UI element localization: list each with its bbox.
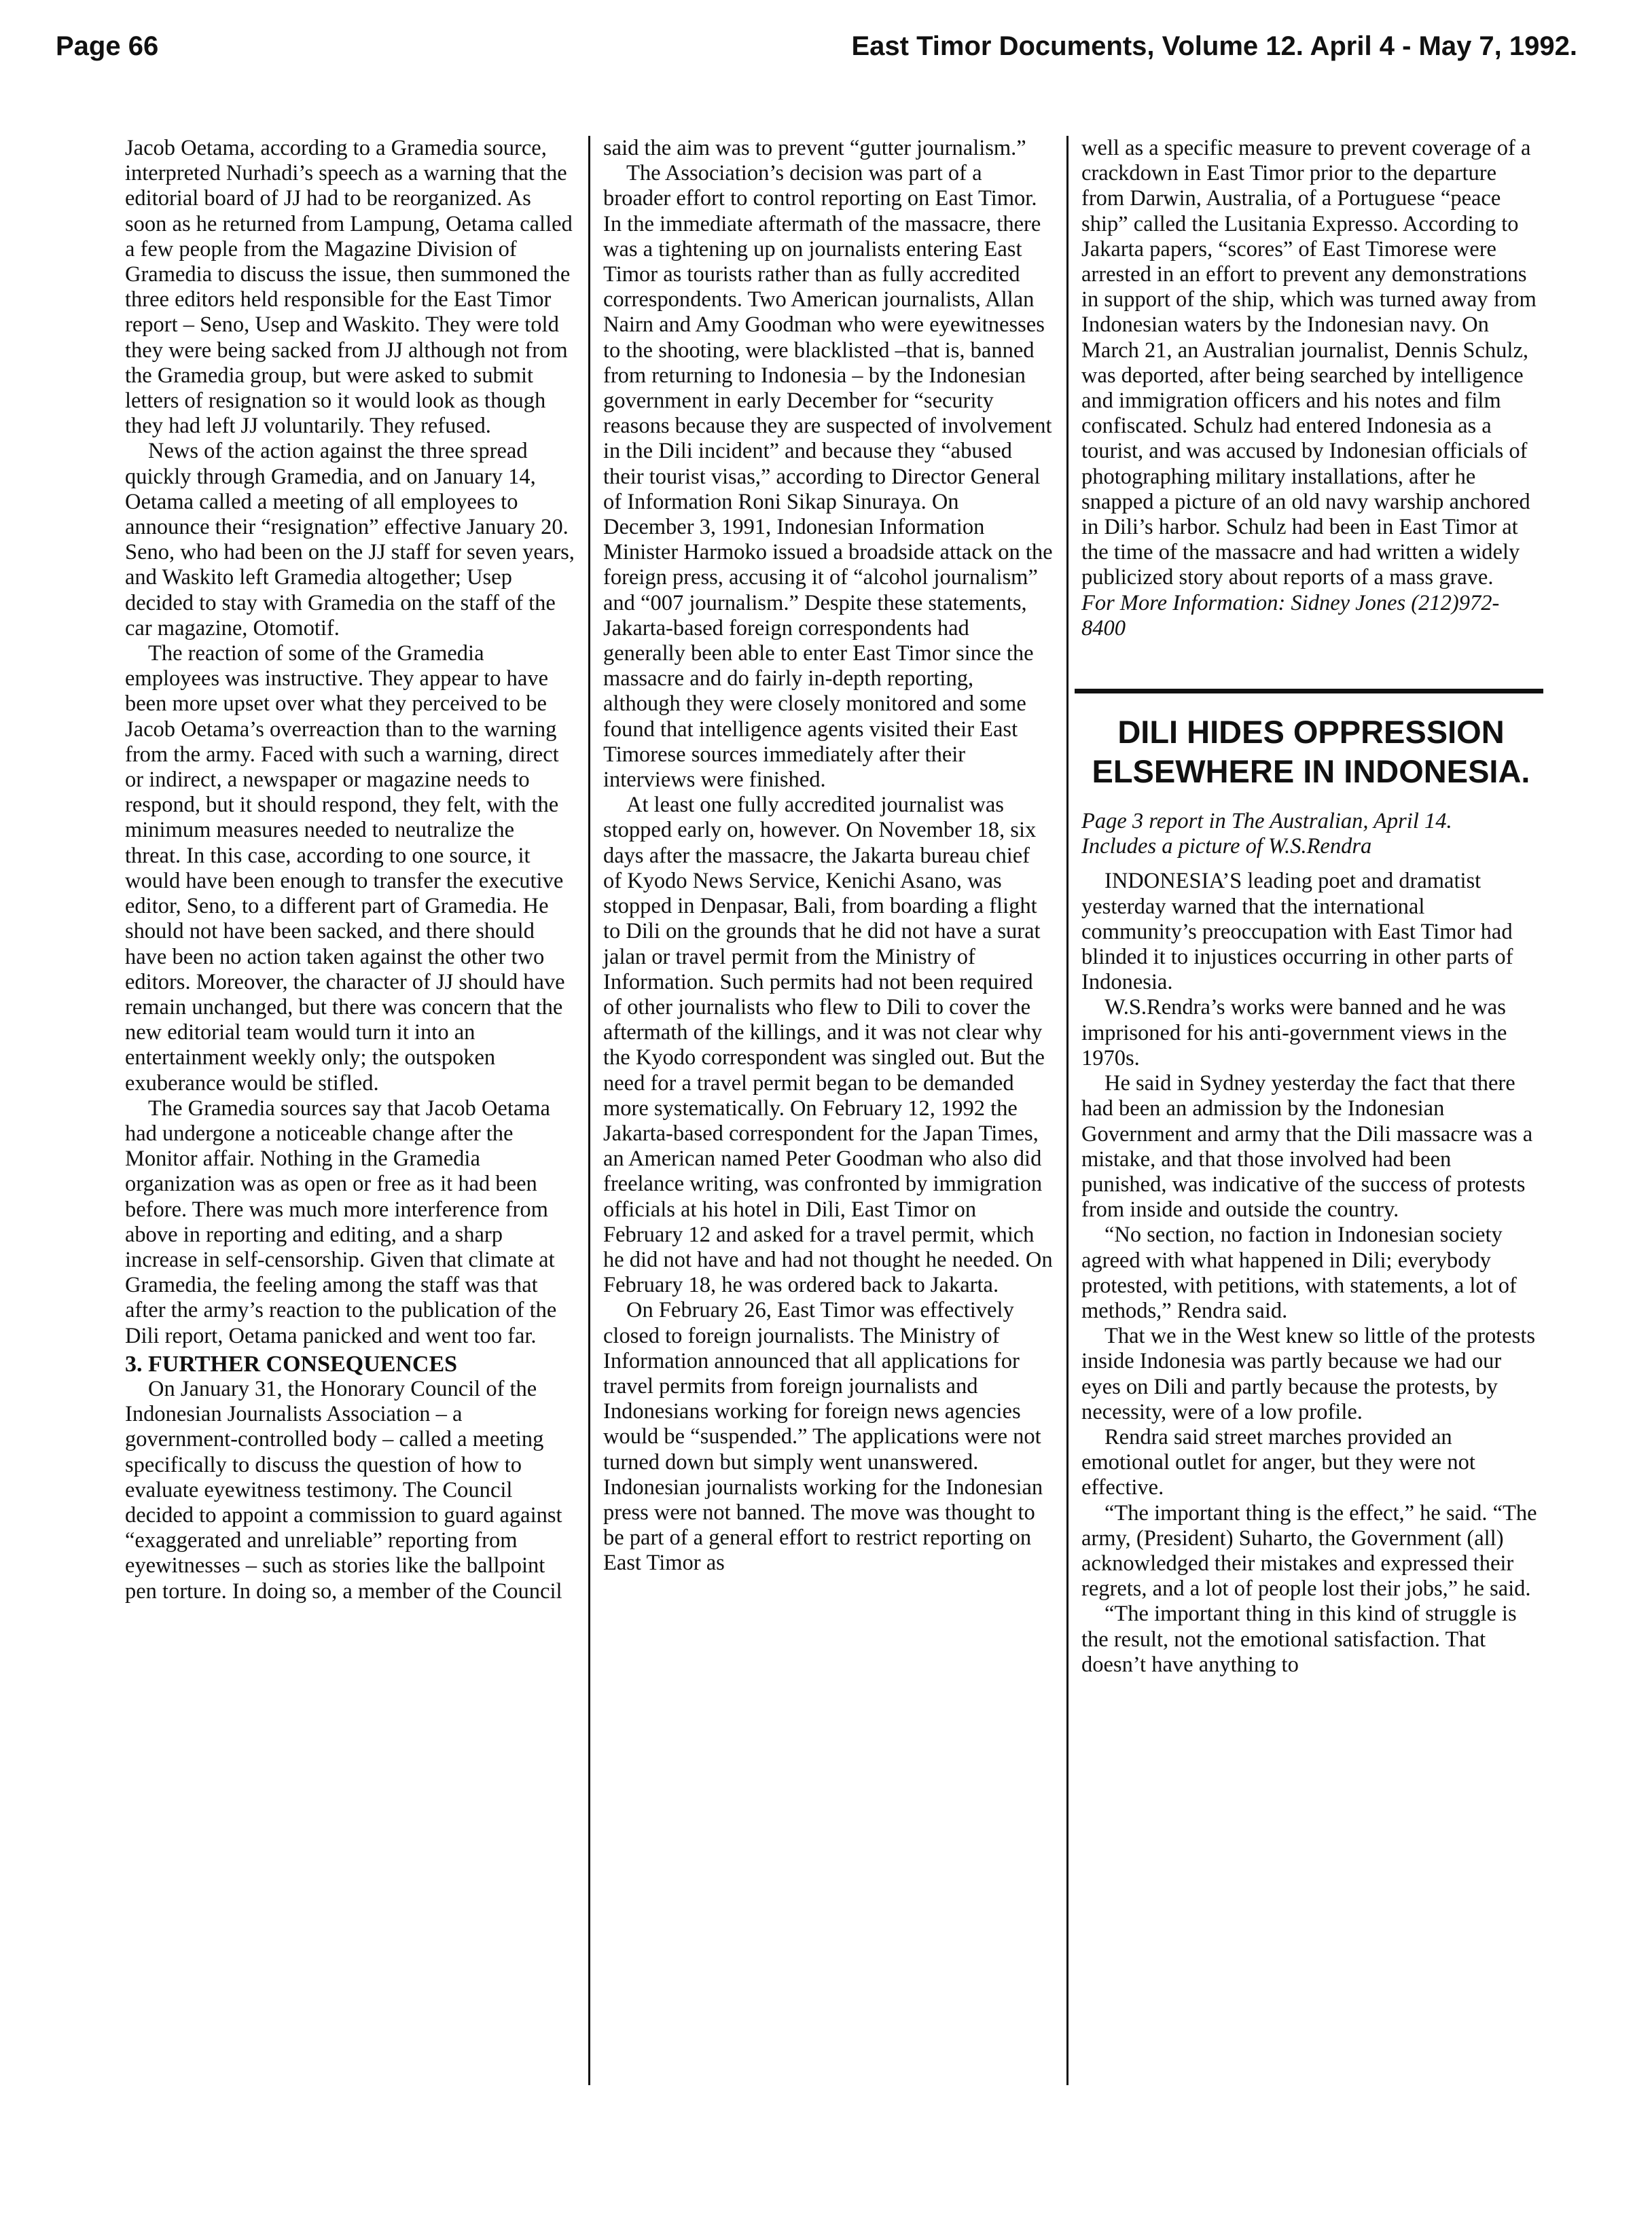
page-number: Page 66 [56, 31, 159, 61]
article-title: DILI HIDES OPPRESSION ELSEWHERE IN INDONESIA. [1092, 714, 1530, 790]
column-1 [125, 136, 575, 1604]
paragraph: On January 31, the Honorary Council of the Indonesian Journalists Association – a government-controlled body – called a meeting specifically to discuss the question of how to evaluate eyewitness testimony. The Council decided to appoint a commission to guard against “exaggerated and unreliable” reporting from eyewitnesses – such as stories like the ballpoint pen torture. In doing so, a member of the Council [125, 1376, 562, 1604]
source-line: Page 3 report in The Australian, April 14. [1081, 809, 1452, 834]
paragraph: That we in the West knew so little of the protests inside Indonesia was partly because we had our eyes on Dili and partly because the protests, by necessity, were of a low profile. [1081, 1324, 1536, 1424]
article-source [1081, 809, 1541, 859]
paragraph: On February 26, East Timor was effectively closed to foreign journalists. The Ministry of Information announced that all applications for travel permits from foreign journalists and Indonesians working for foreign news agencies would be “suspended.” The applications were not turned down but simply went unanswered. Indonesian journalists working for the Indonesian press were not banned. The move was thought to be part of a general effort to restrict reporting on East Timor as [603, 1298, 1043, 1576]
paragraph: Rendra said street marches provided an emotional outlet for anger, but they were not effective. [1081, 1424, 1475, 1500]
column-2 [603, 136, 1053, 1576]
source-line: Includes a picture of W.S.Rendra [1081, 834, 1372, 859]
page-header [56, 31, 1577, 79]
paragraph: INDONESIA’S leading poet and dramatist yesterday warned that the international community’s preoccupation with East Timor had blinded it to injustices occurring in other parts of Indonesia. [1081, 869, 1513, 995]
paragraph: He said in Sydney yesterday the fact that there had been an admission by the Indonesian Government and army that the Dili massacre was a mistake, and that those involved had been punished, was indicative of the success of protests from inside and outside the country. [1081, 1071, 1533, 1223]
paragraph: “The important thing in this kind of struggle is the result, not the emotional satisfaction. That doesn’t have anything to [1081, 1602, 1517, 1677]
column-divider [1066, 136, 1069, 2085]
contact-info: For More Information: Sidney Jones (212)972-8400 [1081, 590, 1500, 640]
column-divider [588, 136, 590, 2085]
paragraph: The Association’s decision was part of a broader effort to control reporting on East Timor. In the immediate aftermath of the massacre, there was a tightening up on journalists entering East Timor as tourists rather than as fully accredited correspondents. Two American journalists, Allan Nairn and Amy Goodman who were eyewitnesses to the shooting, were blacklisted –that is, banned from returning to Indonesia – by the Indonesian government in early December for “security reasons because they are suspected of involvement in the Dili incident” and because they “abused their tourist visas,” according to Director General of Information Roni Sikap Sinuraya. On December 3, 1991, Indonesian Information Minister Harmoko issued a broadside attack on the foreign press, accusing it of “alcohol journalism” and “007 journalism.” Despite these statements, Jakarta-based foreign correspondents had generally been able to enter East Timor since the massacre and do fairly in-depth reporting, although they were closely monitored and some found that intelligence agents visited their East Timorese sources immediately after their interviews were finished. [603, 161, 1053, 793]
paragraph: W.S.Rendra’s works were banned and he was imprisoned for his anti-government views in the 1970s. [1081, 995, 1507, 1070]
section-divider [1075, 689, 1543, 693]
paragraph: well as a specific measure to prevent coverage of a crackdown in East Timor prior to the departure from Darwin, Australia, of a Portuguese “peace ship” called the Lusitania Expresso. According to Jakarta papers, “scores” of East Timorese were arrested in an effort to prevent any demonstrations in support of the ship, which was turned away from Indonesian waters by the Indonesian navy. On March 21, an Australian journalist, Dennis Schulz, was deported, after being searched by intelligence and immigration officers and his notes and film confiscated. Schulz had entered Indonesia as a tourist, and was accused by Indonesian officials of photographing military installations, after he snapped a picture of an old navy warship anchored in Dili’s harbor. Schulz had been in East Timor at the time of the massacre and had written a widely publicized story about reports of a mass grave. [1081, 136, 1537, 590]
paragraph: said the aim was to prevent “gutter journalism.” [603, 136, 1026, 160]
section-heading: 3. FURTHER CONSEQUENCES [125, 1351, 458, 1377]
paragraph: At least one fully accredited journalist was stopped early on, however. On November 18, six days after the massacre, the Jakarta bureau chief of Kyodo News Service, Kenichi Asano, was stopped in Denpasar, Bali, from boarding a flight to Dili on the grounds that he did not have a surat jalan or travel permit from the Ministry of Information. Such permits had not been required of other journalists who flew to Dili to cover the aftermath of the killings, and it was not clear why the Kyodo correspondent was singled out. But the need for a travel permit began to be demanded more systematically. On February 12, 1992 the Jakarta-based correspondent for the Japan Times, an American named Peter Goodman who also did freelance writing, was confronted by immigration officials at his hotel in Dili, East Timor on February 12 and asked for a travel permit, which he did not have and had not thought he needed. On February 18, he was ordered back to Jakarta. [603, 793, 1053, 1298]
paragraph: Jacob Oetama, according to a Gramedia source, interpreted Nurhadi’s speech as a warning that the editorial board of JJ had to be reorganized. As soon as he returned from Lampung, Oetama called a few people from the Magazine Division of Gramedia to discuss the issue, then summoned the three editors held responsible for the East Timor report – Seno, Usep and Waskito. They were told they were being sacked from JJ although not from the Gramedia group, but were asked to submit letters of resignation so it would look as though they had left JJ voluntarily. They refused. [125, 136, 573, 439]
paragraph: The Gramedia sources say that Jacob Oetama had undergone a noticeable change after the Monitor affair. Nothing in the Gramedia organization was as open or free as it had been before. There was much more interference from above in reporting and editing, and a sharp increase in self-censorship. Given that climate at Gramedia, the feeling among the staff was that after the army’s reaction to the publication of the Dili report, Oetama panicked and went too far. [125, 1096, 557, 1348]
column-3 [1081, 136, 1541, 1678]
paragraph: News of the action against the three spread quickly through Gramedia, and on January 14, Oetama called a meeting of all employees to announce their “resignation” effective January 20. Seno, who had been on the JJ staff for seven years, and Waskito left Gramedia altogether; Usep decided to stay with Gramedia on the staff of the car magazine, Otomotif. [125, 439, 575, 640]
publication-title: East Timor Documents, Volume 12. April 4 - May 7, 1992. [851, 31, 1577, 61]
paragraph: The reaction of some of the Gramedia employees was instructive. They appear to have been more upset over what they perceived to be Jacob Oetama’s overreaction than to the warning from the army. Faced with such a warning, direct or indirect, a newspaper or magazine needs to respond, but it should respond, they felt, with the minimum measures needed to neutralize the threat. In this case, according to one source, it would have been enough to transfer the executive editor, Seno, to a different part of Gramedia. He should not have been sacked, and there should have been no action taken against the other two editors. Moreover, the character of JJ should have remain unchanged, but there was concern that the new editorial team would turn it into an entertainment weekly only; the outspoken exuberance would be stifled. [125, 641, 565, 1096]
paragraph: “The important thing is the effect,” he said. “The army, (President) Suharto, the Government (all) acknowledged their mistakes and expressed their regrets, and a lot of people lost their jobs,” he said. [1081, 1500, 1537, 1602]
paragraph: “No section, no faction in Indonesian society agreed with what happened in Dili; everybody protested, with petitions, with statements, a lot of methods,” Rendra said. [1081, 1223, 1517, 1323]
